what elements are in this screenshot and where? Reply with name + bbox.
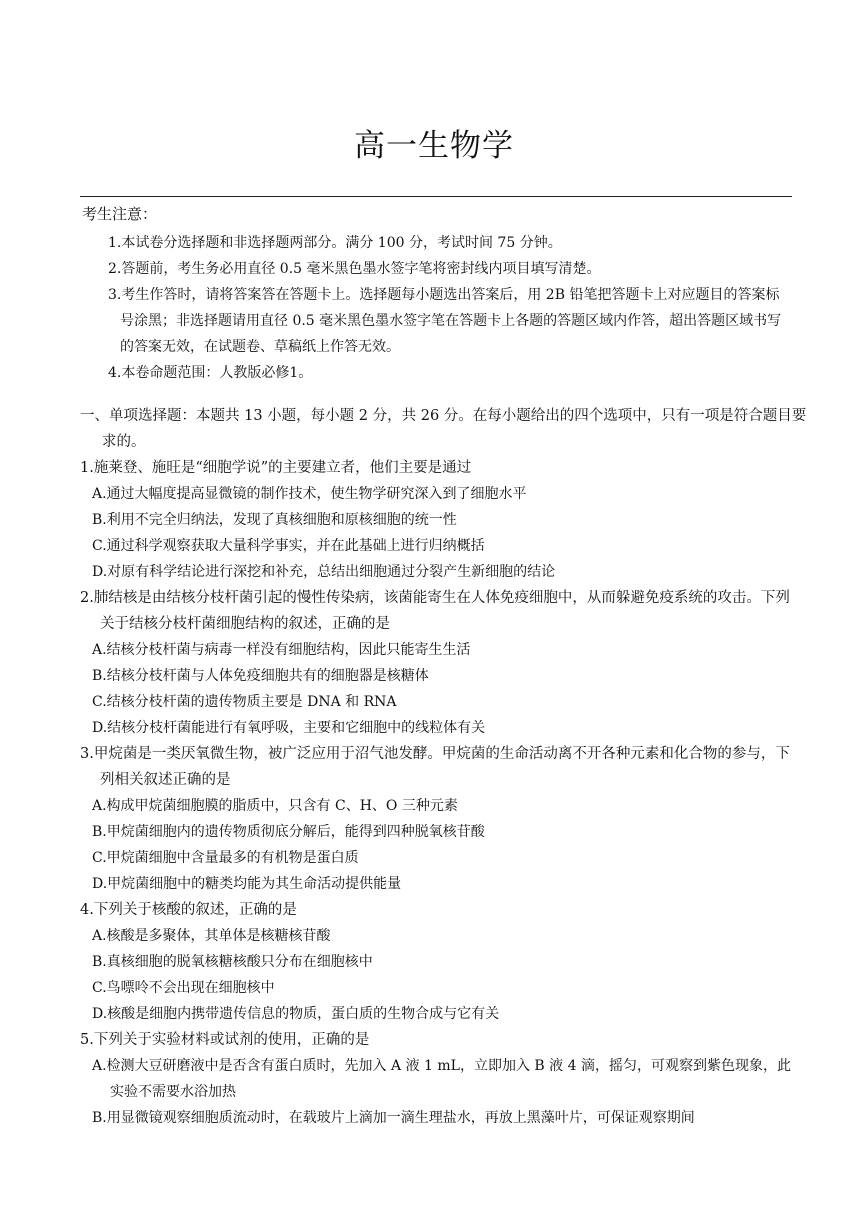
question [80,1027,794,1131]
note-item: 1.本试卷分选择题和非选择题两部分。满分 100 分，考试时间 75 分钟。 [108,235,562,251]
question-option: C.甲烷菌细胞中含量最多的有机物是蛋白质 [92,850,359,866]
question [80,741,794,897]
question-option: D.对原有科学结论进行深挖和补充，总结出细胞通过分裂产生新细胞的结论 [92,564,556,580]
question-list [80,455,794,1131]
question-option: A.通过大幅度提高显微镜的制作技术，使生物学研究深入到了细胞水平 [92,486,527,502]
question-option: B.真核细胞的脱氧核糖核酸只分布在细胞核中 [92,954,373,970]
note-item: 3.考生作答时，请将答案答在答题卡上。选择题每小题选出答案后，用 2B 铅笔把答题卡上对应题目的答案标号涂黑；非选择题请用直径 0.5 毫米黑色墨水签字笔在答题卡上各题的答题区域内作答，超出答题区域书写的答案无效，在试题卷、草稿纸上作答无效。 [108,287,782,355]
question-stem: 2.肺结核是由结核分枝杆菌引起的慢性传染病，该菌能寄生在人体免疫细胞中，从而躲避免疫系统的攻击。下列关于结核分枝杆菌细胞结构的叙述，正确的是 [80,590,790,632]
question-option: C.结核分枝杆菌的遗传物质主要是 DNA 和 RNA [92,694,397,710]
notes-heading: 考生注意： [82,205,158,223]
question-option: D.结核分枝杆菌能进行有氧呼吸，主要和它细胞中的线粒体有关 [92,720,486,736]
question-option: A.构成甲烷菌细胞膜的脂质中，只含有 C、H、O 三种元素 [92,798,458,814]
title-divider [80,196,792,197]
note-item: 2.答题前，考生务必用直径 0.5 毫米黑色墨水签字笔将密封线内项目填写清楚。 [108,261,601,277]
question-option: A.结核分枝杆菌与病毒一样没有细胞结构，因此只能寄生生活 [92,642,471,658]
note-item: 4.本卷命题范围：人教版必修1。 [108,365,313,381]
question-option: C.鸟嘌呤不会出现在细胞核中 [92,980,275,996]
exam-title: 高一生物学 [354,128,514,164]
question-option: B.用显微镜观察细胞质流动时，在载玻片上滴加一滴生理盐水，再放上黑藻叶片，可保证观察期间 [92,1110,695,1126]
question-option: A.检测大豆研磨液中是否含有蛋白质时，先加入 A 液 1 mL，立即加入 B 液 4 滴，摇匀，可观察到紫色现象，此实验不需要水浴加热 [92,1058,791,1100]
question-option: B.甲烷菌细胞内的遗传物质彻底分解后，能得到四种脱氧核苷酸 [92,824,485,840]
question [80,585,794,741]
notes-list [80,230,792,386]
question [80,897,794,1027]
question-option: C.通过科学观察获取大量科学事实，并在此基础上进行归纳概括 [92,538,485,554]
section-heading: 一、单项选择题：本题共 13 小题，每小题 2 分，共 26 分。在每小题给出的四个选项中，只有一项是符合题目要求的。 [80,408,807,450]
question-stem: 1.施莱登、施旺是“细胞学说”的主要建立者，他们主要是通过 [80,460,472,476]
question-option: A.核酸是多聚体，其单体是核糖核苷酸 [92,928,331,944]
question-stem: 5.下列关于实验材料或试剂的使用，正确的是 [80,1032,370,1048]
question-option: B.结核分枝杆菌与人体免疫细胞共有的细胞器是核糖体 [92,668,429,684]
question-option: D.甲烷菌细胞中的糖类均能为其生命活动提供能量 [92,876,402,892]
question-stem: 4.下列关于核酸的叙述，正确的是 [80,902,297,918]
question-option: B.利用不完全归纳法，发现了真核细胞和原核细胞的统一性 [92,512,457,528]
question [80,455,794,585]
question-stem: 3.甲烷菌是一类厌氧微生物，被广泛应用于沼气池发酵。甲烷菌的生命活动离不开各种元素和化合物的参与，下列相关叙述正确的是 [80,746,790,788]
question-option: D.核酸是细胞内携带遗传信息的物质，蛋白质的生物合成与它有关 [92,1006,500,1022]
